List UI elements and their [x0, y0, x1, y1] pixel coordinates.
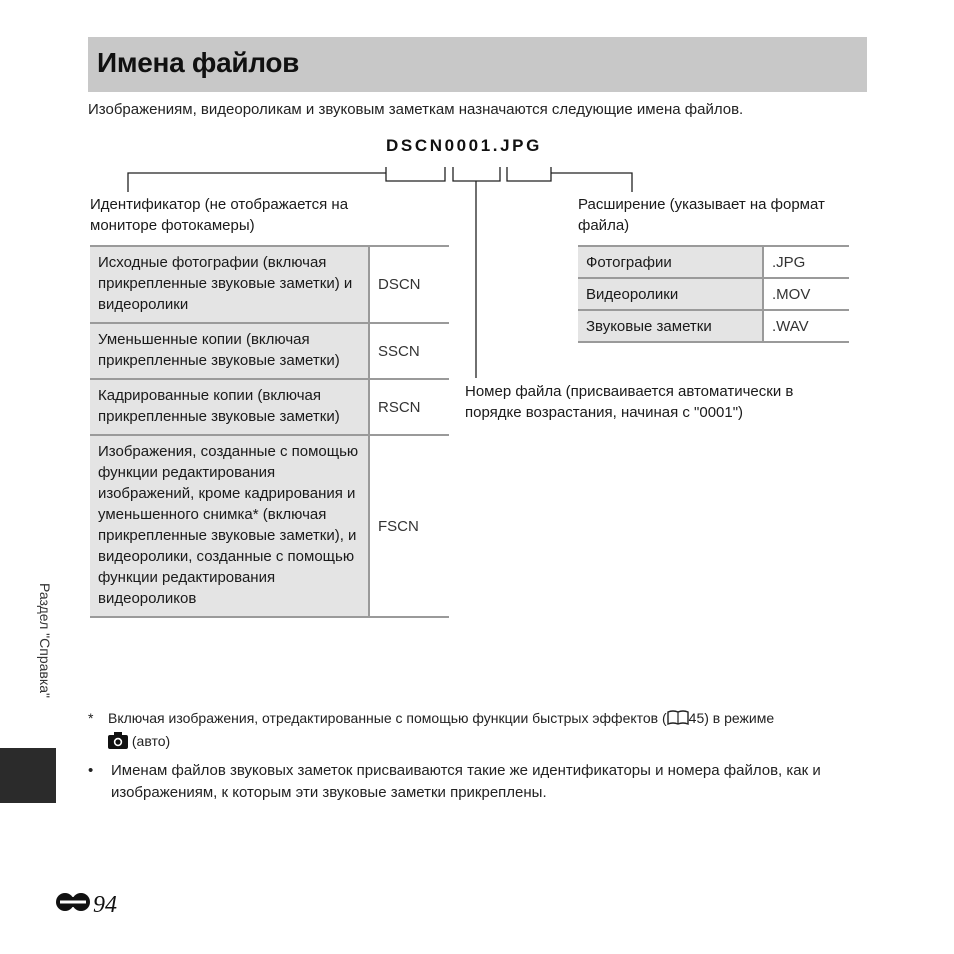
leader-extension: [551, 173, 632, 192]
prefix-code: DSCN: [369, 246, 449, 323]
extension-caption: Расширение (указывает на формат файла): [578, 196, 825, 234]
table-row: [90, 323, 449, 379]
table-row: [90, 246, 449, 323]
extension-table: [578, 245, 849, 343]
prefix-description: Изображения, созданные с помощью функции редактирования изображений, кроме кадрирования и уменьшенного снимка* (включая прикрепленные звуковые заметки), и видеоролики, созданные с помощью функции редактирования видеороликов: [90, 435, 369, 617]
camera-mode-icon: [108, 732, 128, 755]
extension-code: .WAV: [763, 310, 849, 342]
bracket-identifier: [386, 167, 445, 181]
bracket-extension: [507, 167, 551, 181]
bracket-number: [453, 167, 500, 181]
bullet-marker: •: [88, 762, 94, 779]
prefix-code: RSCN: [369, 379, 449, 435]
filename-example: DSCN0001.JPG: [386, 136, 542, 155]
table-row: [90, 435, 449, 617]
bullet-text: Именам файлов звуковых заметок присваиваются такие же идентификаторы и номера файлов, как и изображениям, к которым эти звуковые заметки прикреплены.: [111, 762, 821, 801]
extension-description: Фотографии: [578, 246, 763, 278]
intro-text: Изображениям, видеороликам и звуковым заметкам назначаются следующие имена файлов.: [88, 101, 744, 118]
prefix-table: [90, 245, 449, 618]
section-e-icon: [55, 891, 91, 920]
section-side-label: Раздел "Справка": [37, 583, 53, 699]
prefix-code: FSCN: [369, 435, 449, 617]
footnote-page-ref: 45: [688, 710, 705, 726]
identifier-caption: Идентификатор (не отображается на мониторе фотокамеры): [90, 196, 349, 234]
file-number-caption: Номер файла (присваивается автоматически в порядке возрастания, начиная с "0001"): [465, 383, 794, 421]
prefix-description: Исходные фотографии (включая прикрепленные звуковые заметки) и видеоролики: [90, 246, 369, 323]
table-row: [578, 278, 849, 310]
footnote: [88, 708, 878, 755]
extension-code: .MOV: [763, 278, 849, 310]
leader-identifier: [128, 173, 386, 192]
footnote-text-after: ) в режиме: [704, 710, 775, 726]
prefix-description: Уменьшенные копии (включая прикрепленные звуковые заметки): [90, 323, 369, 379]
section-tab-marker: [0, 748, 56, 803]
bullet-note: [88, 760, 878, 804]
page-number-value: 94: [93, 892, 117, 918]
footnote-mode-text: (авто): [131, 733, 171, 749]
footnote-marker: *: [88, 710, 94, 726]
book-reference-icon: [667, 710, 689, 731]
page-number: [55, 891, 117, 920]
extension-description: Видеоролики: [578, 278, 763, 310]
footnote-text: Включая изображения, отредактированные с помощью функции быстрых эффектов (: [108, 710, 667, 726]
prefix-description: Кадрированные копии (включая прикрепленные звуковые заметки): [90, 379, 369, 435]
extension-description: Звуковые заметки: [578, 310, 763, 342]
table-row: [578, 310, 849, 342]
table-row: [90, 379, 449, 435]
prefix-code: SSCN: [369, 323, 449, 379]
extension-code: .JPG: [763, 246, 849, 278]
table-row: [578, 246, 849, 278]
page-title: Имена файлов: [97, 47, 300, 78]
